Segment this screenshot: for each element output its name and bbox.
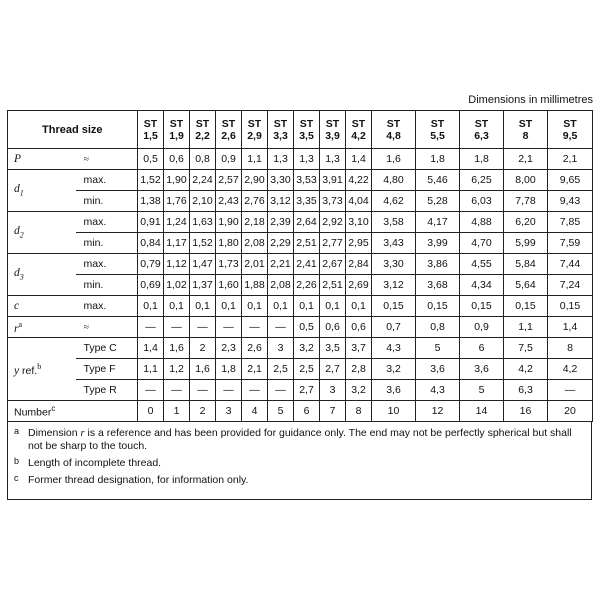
footnote-mark: a	[14, 426, 20, 436]
row-symbol	[8, 254, 76, 296]
footnote-text: is a reference and has been provided for guidance only. The end may not be perfectly spherical but shall not be sharp to the touch.	[28, 427, 572, 452]
value-cell: 3,68	[416, 275, 460, 296]
row-qualifier: max.	[76, 296, 138, 317]
value-cell: 2,10	[190, 191, 216, 212]
value-cell: 0,1	[346, 296, 372, 317]
value-cell: 2,26	[294, 275, 320, 296]
value-cell: 0,15	[548, 296, 593, 317]
thread-size-header	[138, 111, 164, 149]
value-cell: 1,52	[138, 170, 164, 191]
value-cell: 8	[548, 338, 593, 359]
thread-size-part: 2,2	[195, 129, 210, 142]
value-cell: 0,7	[372, 317, 416, 338]
row-qualifier: max.	[76, 212, 138, 233]
value-cell: 2,1	[504, 149, 548, 170]
footnote-ref: c	[51, 403, 56, 413]
symbol-subscript: 3	[19, 272, 24, 282]
value-cell: —	[164, 380, 190, 401]
row-y_F	[8, 359, 593, 380]
symbol: c	[14, 300, 20, 312]
value-cell: 2,95	[346, 233, 372, 254]
value-cell: 4,80	[372, 170, 416, 191]
value-cell: 8,00	[504, 170, 548, 191]
value-cell: 3,5	[320, 338, 346, 359]
row-number	[8, 401, 593, 422]
value-cell: 0,1	[164, 296, 190, 317]
thread-size-header	[460, 111, 504, 149]
value-cell: 2,7	[294, 380, 320, 401]
value-cell: 20	[548, 401, 593, 422]
value-cell: 0,15	[372, 296, 416, 317]
value-cell: 9,65	[548, 170, 593, 191]
value-cell: —	[164, 317, 190, 338]
symbol: d	[14, 183, 20, 196]
thread-size-part: 1,5	[143, 129, 158, 142]
value-cell: 1,8	[416, 149, 460, 170]
value-cell: —	[548, 380, 593, 401]
thread-dimensions-table	[7, 110, 593, 422]
value-cell: —	[138, 380, 164, 401]
thread-size-part: ST	[169, 117, 184, 130]
value-cell: 0,1	[138, 296, 164, 317]
value-cell: 1,80	[216, 233, 242, 254]
thread-size-header	[416, 111, 460, 149]
row-r	[8, 317, 593, 338]
thread-size-header	[548, 111, 593, 149]
value-cell: 0,5	[294, 317, 320, 338]
value-cell: 2,6	[242, 338, 268, 359]
value-cell: 3	[216, 401, 242, 422]
value-cell: 3,30	[268, 170, 294, 191]
value-cell: 0	[138, 401, 164, 422]
value-cell: 5,84	[504, 254, 548, 275]
value-cell: 1,88	[242, 275, 268, 296]
value-cell: 4,55	[460, 254, 504, 275]
thread-size-part: 8	[522, 129, 529, 142]
value-cell: 3,7	[346, 338, 372, 359]
value-cell: 5	[268, 401, 294, 422]
value-cell: —	[268, 380, 294, 401]
row-symbol	[8, 212, 76, 254]
thread-size-part: 3,5	[299, 129, 314, 142]
value-cell: 1,4	[548, 317, 593, 338]
value-cell: —	[190, 317, 216, 338]
value-cell: 3,6	[372, 380, 416, 401]
thread-size-label: Thread size	[8, 111, 138, 149]
value-cell: 0,9	[216, 149, 242, 170]
value-cell: 2,08	[242, 233, 268, 254]
value-cell: 1,4	[138, 338, 164, 359]
value-cell: 1,73	[216, 254, 242, 275]
value-cell: 7,44	[548, 254, 593, 275]
thread-size-part: 3,3	[273, 129, 288, 142]
value-cell: 0,91	[138, 212, 164, 233]
thread-size-part: ST	[474, 117, 489, 130]
thread-size-part: ST	[351, 117, 366, 130]
thread-size-header	[164, 111, 190, 149]
row-symbol	[8, 170, 76, 212]
row-qualifier: min.	[76, 275, 138, 296]
value-cell: 3,6	[416, 359, 460, 380]
value-cell: 2,21	[268, 254, 294, 275]
footnote	[14, 474, 585, 486]
value-cell: 10	[372, 401, 416, 422]
value-cell: 4,34	[460, 275, 504, 296]
thread-size-part: ST	[518, 117, 533, 130]
value-cell: 2,8	[346, 359, 372, 380]
row-y_C	[8, 338, 593, 359]
value-cell: 3,91	[320, 170, 346, 191]
thread-size-part: 2,6	[221, 129, 236, 142]
row-d1_max	[8, 170, 593, 191]
row-y_R	[8, 380, 593, 401]
value-cell: 2	[190, 401, 216, 422]
value-cell: —	[242, 380, 268, 401]
value-cell: 2,69	[346, 275, 372, 296]
value-cell: 1,6	[372, 149, 416, 170]
value-cell: 1,3	[268, 149, 294, 170]
value-cell: 1,37	[190, 275, 216, 296]
value-cell: 1,2	[164, 359, 190, 380]
thread-size-part: 3,9	[325, 129, 340, 142]
value-cell: 2,29	[268, 233, 294, 254]
row-qualifier: Type R	[76, 380, 138, 401]
value-cell: 0,6	[346, 317, 372, 338]
footnote-text: Length of incomplete thread.	[28, 457, 162, 469]
value-cell: 2,92	[320, 212, 346, 233]
value-cell: 6,3	[504, 380, 548, 401]
thread-size-header	[242, 111, 268, 149]
value-cell: 6,20	[504, 212, 548, 233]
thread-size-header	[504, 111, 548, 149]
value-cell: 6,25	[460, 170, 504, 191]
value-cell: 7,5	[504, 338, 548, 359]
symbol-subscript: 2	[19, 230, 24, 240]
value-cell: 1,1	[504, 317, 548, 338]
value-cell: 0,5	[138, 149, 164, 170]
value-cell: 0,15	[504, 296, 548, 317]
value-cell: 5,46	[416, 170, 460, 191]
thread-size-part: ST	[221, 117, 236, 130]
thread-size-header	[216, 111, 242, 149]
value-cell: 2,08	[268, 275, 294, 296]
value-cell: 0,79	[138, 254, 164, 275]
value-cell: 1,3	[320, 149, 346, 170]
value-cell: 2,84	[346, 254, 372, 275]
row-qualifier: Type C	[76, 338, 138, 359]
value-cell: 3,2	[346, 380, 372, 401]
value-cell: —	[216, 317, 242, 338]
thread-size-part: ST	[247, 117, 262, 130]
value-cell: 1,12	[164, 254, 190, 275]
thread-size-header	[320, 111, 346, 149]
value-cell: 1,8	[460, 149, 504, 170]
row-symbol	[8, 296, 76, 317]
row-symbol	[8, 317, 76, 338]
row-c	[8, 296, 593, 317]
value-cell: 3,73	[320, 191, 346, 212]
value-cell: 1,6	[190, 359, 216, 380]
value-cell: 3,43	[372, 233, 416, 254]
symbol: d	[14, 225, 20, 238]
footnote	[14, 427, 585, 452]
value-cell: 0,1	[216, 296, 242, 317]
value-cell: 1,8	[216, 359, 242, 380]
value-cell: 3,86	[416, 254, 460, 275]
units-caption: Dimensions in millimetres	[468, 94, 593, 106]
value-cell: 2,5	[268, 359, 294, 380]
value-cell: 3,6	[460, 359, 504, 380]
row-qualifier: Type F	[76, 359, 138, 380]
value-cell: 1	[164, 401, 190, 422]
value-cell: 7,24	[548, 275, 593, 296]
value-cell: 1,24	[164, 212, 190, 233]
value-cell: 1,6	[164, 338, 190, 359]
value-cell: 2,90	[242, 170, 268, 191]
row-symbol	[8, 338, 76, 401]
thread-size-header	[372, 111, 416, 149]
value-cell: 2,1	[548, 149, 593, 170]
row-d2_min	[8, 233, 593, 254]
value-cell: 12	[416, 401, 460, 422]
footnote-ref: a	[18, 319, 23, 329]
value-cell: 2,77	[320, 233, 346, 254]
value-cell: 1,76	[164, 191, 190, 212]
value-cell: 2,76	[242, 191, 268, 212]
value-cell: 3,35	[294, 191, 320, 212]
footnotes	[7, 422, 592, 500]
value-cell: 3,30	[372, 254, 416, 275]
value-cell: 1,4	[346, 149, 372, 170]
value-cell: 4,62	[372, 191, 416, 212]
value-cell: 0,1	[320, 296, 346, 317]
thread-size-part: ST	[273, 117, 288, 130]
value-cell: 4,70	[460, 233, 504, 254]
footnote	[14, 457, 585, 469]
value-cell: 0,1	[268, 296, 294, 317]
footnote-ref: b	[37, 361, 42, 371]
value-cell: 1,63	[190, 212, 216, 233]
value-cell: 1,02	[164, 275, 190, 296]
thread-size-part: ST	[299, 117, 314, 130]
value-cell: 5,64	[504, 275, 548, 296]
row-qualifier: max.	[76, 254, 138, 275]
thread-size-part: 6,3	[474, 129, 489, 142]
value-cell: 4,17	[416, 212, 460, 233]
value-cell: 2,64	[294, 212, 320, 233]
value-cell: 0,9	[460, 317, 504, 338]
value-cell: 2,41	[294, 254, 320, 275]
value-cell: 4,3	[372, 338, 416, 359]
value-cell: 2,5	[294, 359, 320, 380]
value-cell: 1,38	[138, 191, 164, 212]
value-cell: 2,67	[320, 254, 346, 275]
value-cell: 1,52	[190, 233, 216, 254]
value-cell: 4,2	[548, 359, 593, 380]
value-cell: 3,12	[372, 275, 416, 296]
thread-size-header	[346, 111, 372, 149]
row-d3_min	[8, 275, 593, 296]
row-d3_max	[8, 254, 593, 275]
value-cell: 4	[242, 401, 268, 422]
value-cell: 7,85	[548, 212, 593, 233]
footnote-text: Former thread designation, for information only.	[28, 474, 249, 486]
value-cell: 3,2	[372, 359, 416, 380]
value-cell: 2,24	[190, 170, 216, 191]
footnote-mark: c	[14, 473, 19, 483]
value-cell: 7	[320, 401, 346, 422]
thread-size-part: ST	[195, 117, 210, 130]
value-cell: 2,39	[268, 212, 294, 233]
value-cell: 2	[190, 338, 216, 359]
value-cell: 1,1	[138, 359, 164, 380]
value-cell: 16	[504, 401, 548, 422]
row-qualifier: ≈	[76, 149, 138, 170]
row-P	[8, 149, 593, 170]
value-cell: 0,8	[416, 317, 460, 338]
value-cell: 2,18	[242, 212, 268, 233]
header-row	[8, 111, 593, 149]
thread-size-part: 4,2	[351, 129, 366, 142]
row-qualifier: ≈	[76, 317, 138, 338]
value-cell: 4,3	[416, 380, 460, 401]
value-cell: 3	[268, 338, 294, 359]
value-cell: 8	[346, 401, 372, 422]
thread-size-header	[268, 111, 294, 149]
thread-size-part: ST	[563, 117, 577, 130]
row-qualifier: min.	[76, 233, 138, 254]
value-cell: 2,01	[242, 254, 268, 275]
value-cell: 4,22	[346, 170, 372, 191]
value-cell: 1,60	[216, 275, 242, 296]
value-cell: 0,1	[294, 296, 320, 317]
value-cell: 0,6	[320, 317, 346, 338]
thread-size-part: ST	[386, 117, 401, 130]
thread-size-part: 9,5	[562, 129, 578, 142]
value-cell: 0,6	[164, 149, 190, 170]
value-cell: —	[216, 380, 242, 401]
value-cell: —	[138, 317, 164, 338]
value-cell: 3,53	[294, 170, 320, 191]
symbol: P	[14, 153, 22, 165]
value-cell: 6,03	[460, 191, 504, 212]
value-cell: 0,15	[460, 296, 504, 317]
thread-size-header	[294, 111, 320, 149]
value-cell: 5	[460, 380, 504, 401]
value-cell: 2,51	[320, 275, 346, 296]
value-cell: 1,90	[164, 170, 190, 191]
row-d1_min	[8, 191, 593, 212]
symbol-suffix: ref.	[19, 364, 38, 377]
value-cell: 14	[460, 401, 504, 422]
value-cell: 6	[294, 401, 320, 422]
value-cell: 1,3	[294, 149, 320, 170]
value-cell: —	[190, 380, 216, 401]
value-cell: 3,2	[294, 338, 320, 359]
symbol-subscript: 1	[19, 188, 24, 198]
number-label	[8, 401, 138, 422]
value-cell: 5	[416, 338, 460, 359]
thread-size-part: ST	[430, 117, 445, 130]
value-cell: 1,17	[164, 233, 190, 254]
value-cell: 2,7	[320, 359, 346, 380]
value-cell: 0,69	[138, 275, 164, 296]
thread-size-part: 2,9	[247, 129, 262, 142]
value-cell: 3,99	[416, 233, 460, 254]
row-qualifier: min.	[76, 191, 138, 212]
value-cell: 2,43	[216, 191, 242, 212]
value-cell: 1,90	[216, 212, 242, 233]
value-cell: 5,28	[416, 191, 460, 212]
value-cell: 4,88	[460, 212, 504, 233]
value-cell: 1,1	[242, 149, 268, 170]
thread-size-part: ST	[325, 117, 340, 130]
value-cell: 0,8	[190, 149, 216, 170]
value-cell: 3,12	[268, 191, 294, 212]
value-cell: 4,2	[504, 359, 548, 380]
value-cell: 7,59	[548, 233, 593, 254]
thread-size-part: ST	[143, 117, 158, 130]
value-cell: 7,78	[504, 191, 548, 212]
value-cell: 2,3	[216, 338, 242, 359]
value-cell: 2,57	[216, 170, 242, 191]
value-cell: 5,99	[504, 233, 548, 254]
value-cell: 2,51	[294, 233, 320, 254]
thread-size-part: 5,5	[430, 129, 445, 142]
number-label-text: Number	[14, 406, 52, 419]
thread-size-header	[190, 111, 216, 149]
symbol: y	[14, 364, 20, 377]
value-cell: 0,84	[138, 233, 164, 254]
value-cell: 3	[320, 380, 346, 401]
value-cell: 1,47	[190, 254, 216, 275]
value-cell: 3,58	[372, 212, 416, 233]
thread-size-part: 1,9	[169, 129, 184, 142]
footnote-text: Dimension	[28, 427, 81, 439]
row-symbol	[8, 149, 76, 170]
value-cell: 0,1	[190, 296, 216, 317]
symbol: r	[14, 322, 19, 335]
value-cell: 4,04	[346, 191, 372, 212]
symbol: d	[14, 267, 20, 280]
footnote-mark: b	[14, 456, 20, 466]
thread-size-part: 4,8	[386, 129, 401, 142]
value-cell: 9,43	[548, 191, 593, 212]
footnote-symbol: r	[80, 428, 85, 439]
row-qualifier: max.	[76, 170, 138, 191]
row-d2_max	[8, 212, 593, 233]
value-cell: 0,15	[416, 296, 460, 317]
value-cell: 0,1	[242, 296, 268, 317]
value-cell: 2,1	[242, 359, 268, 380]
value-cell: 6	[460, 338, 504, 359]
value-cell: —	[268, 317, 294, 338]
value-cell: —	[242, 317, 268, 338]
value-cell: 3,10	[346, 212, 372, 233]
